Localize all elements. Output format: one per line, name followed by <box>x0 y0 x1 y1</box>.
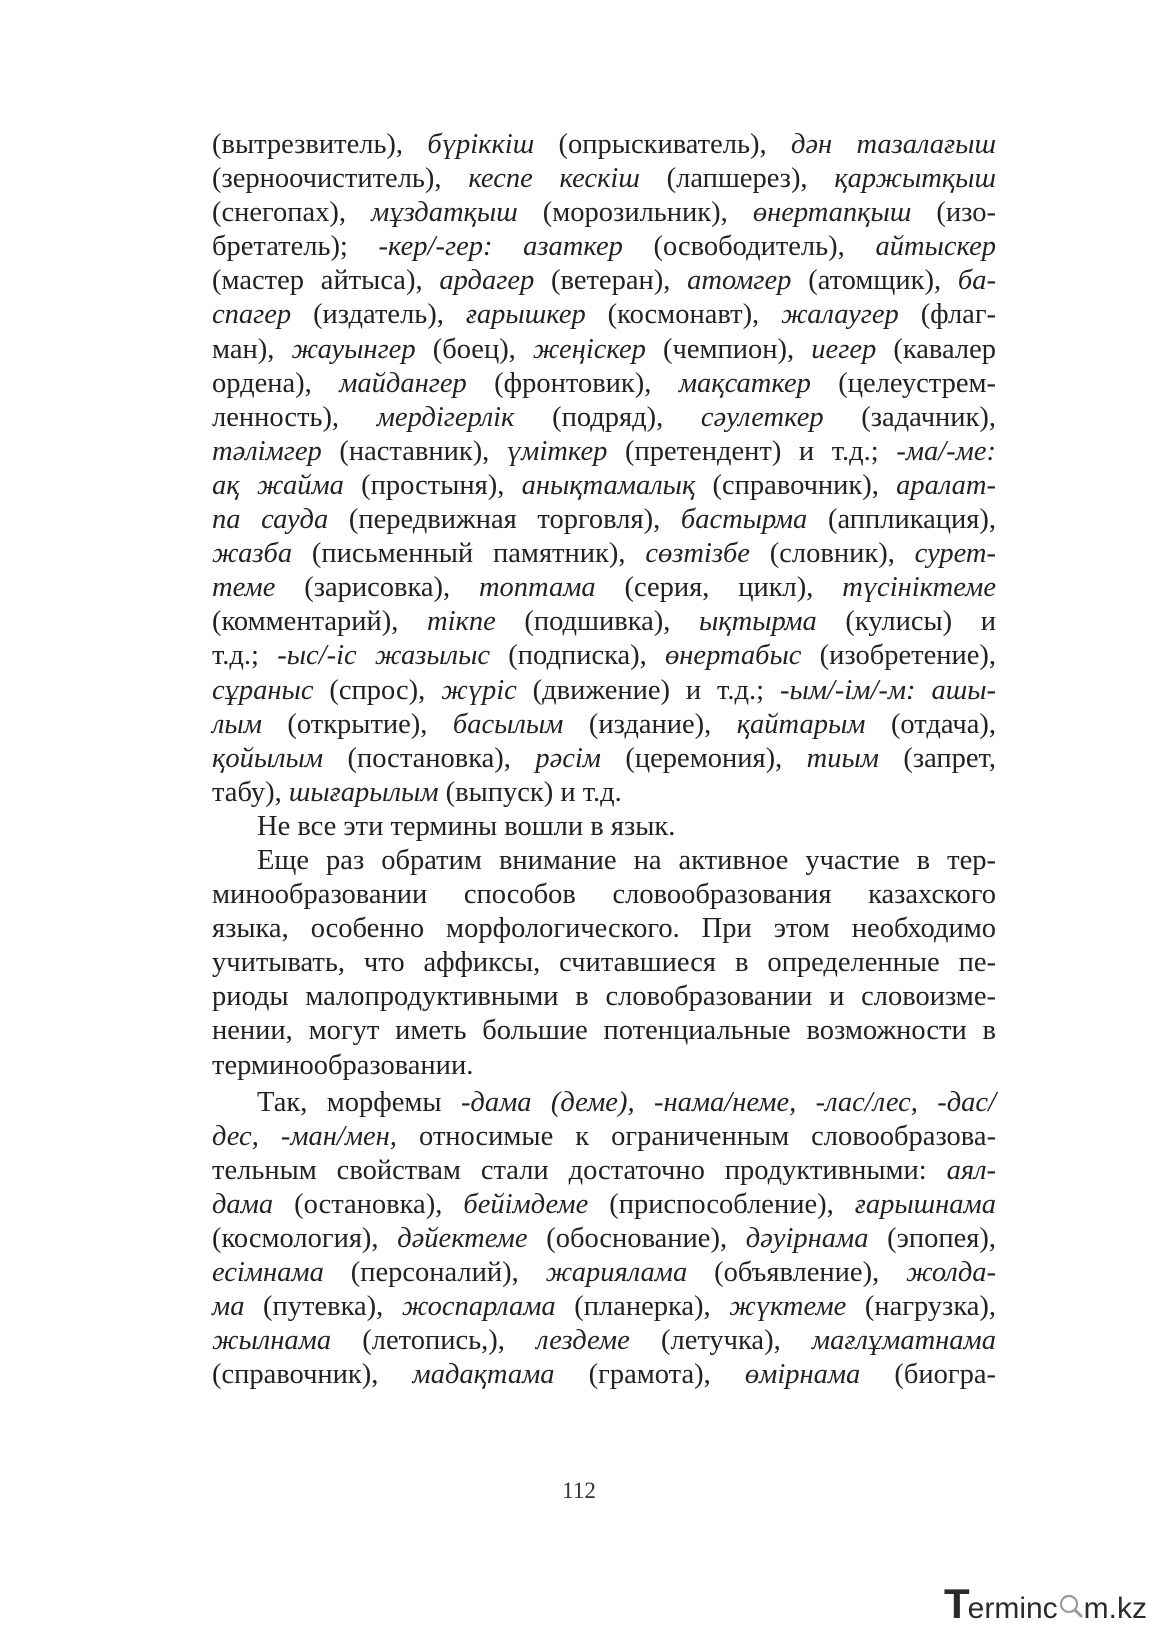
text-line: Так, морфемы -дама (деме), -нама/неме, -лас/лес, -дас/ <box>257 1086 996 1118</box>
text-line: бретатель); -кер/-гер: азаткер (освободитель), айтыскер <box>212 231 996 263</box>
text-line: минообразовании способов словообразования казахского <box>212 879 996 911</box>
text-line: есімнама (персоналий), жариялама (объявление), жолда- <box>212 1257 996 1289</box>
termincom-logo[interactable] <box>944 1580 1147 1627</box>
text-line: учитывать, что аффиксы, считавшиеся в определенные пе- <box>212 947 996 979</box>
text-line: (справочник), мадақтама (грамота), өмірнама (биогра- <box>212 1359 997 1391</box>
text-line: сұраныс (спрос), жүріс (движение) и т.д.; -ым/-ім/-м: ашы- <box>212 674 997 706</box>
text-line: лым (открытие), басылым (издание), қайтарым (отдача), <box>212 708 996 740</box>
text-line: терминообразовании. <box>212 1049 474 1081</box>
text-line: (вытрезвитель), бүріккіш (опрыскиватель), дән тазалағыш <box>212 129 996 160</box>
page-text <box>212 128 996 1392</box>
logo-letter-t: T <box>944 1580 970 1627</box>
logo-text-end: m.kz <box>1083 1592 1147 1625</box>
text-line: Не все эти термины вошли в язык. <box>257 810 676 842</box>
text-line: (снегопах), мұздатқыш (морозильник), өнертапқыш (изо- <box>212 197 996 229</box>
text-line: тельным свойствам стали достаточно продуктивными: аял- <box>212 1154 996 1186</box>
text-line: ордена), майдангер (фронтовик), мақсаткер (целеустрем- <box>212 367 996 399</box>
text-line: ман), жауынгер (боец), жеңіскер (чемпион), иегер (кавалер <box>212 333 996 365</box>
text-line: (комментарий), тікпе (подшивка), ықтырма (кулисы) и <box>212 606 996 638</box>
text-line: табу), шығарылым (выпуск) и т.д. <box>212 776 622 808</box>
text-line: ма (путевка), жоспарлама (планерка), жүктеме (нагрузка), <box>212 1291 997 1323</box>
page-number: 112 <box>562 1478 596 1503</box>
text-line: (мастер айтыса), ардагер (ветеран), атомгер (атомщик), ба- <box>212 265 996 297</box>
text-line: нении, могут иметь большие потенциальные возможности в <box>212 1015 996 1047</box>
text-line: ленность), мердігерлік (подряд), сәулеткер (задачник), <box>212 401 996 433</box>
text-line: па сауда (передвижная торговля), бастырма (аппликация), <box>212 504 996 536</box>
text-line: дес, -ман/мен, относимые к ограниченным словообразова- <box>212 1120 997 1152</box>
text-line: риоды малопродуктивными в словобразовании и словоизме- <box>212 981 996 1013</box>
text-line: языка, особенно морфологического. При этом необходимо <box>212 913 996 945</box>
text-line: Еще раз обратим внимание на активное участие в тер- <box>257 844 996 876</box>
text-line: (зерноочиститель), кеспе кескіш (лапшерез), қаржытқыш <box>212 163 996 195</box>
text-line: қойылым (постановка), рәсім (церемония), тиым (запрет, <box>212 742 996 774</box>
text-line: (космология), дәйектеме (обоснование), дәуірнама (эпопея), <box>212 1223 996 1254</box>
text-line: дама (остановка), бейімдеме (приспособление), ғарышнама <box>212 1188 996 1220</box>
logo-text-start: erminc <box>967 1592 1058 1625</box>
text-line: теме (зарисовка), топтама (серия, цикл), түсініктеме <box>212 572 996 604</box>
text-line: ақ жайма (простыня), анықтамалық (справочник), аралат- <box>212 469 996 501</box>
text-line: т.д.; -ыс/-іс жазылыс (подписка), өнертабыс (изобретение), <box>212 640 997 672</box>
text-line: спагер (издатель), ғарышкер (космонавт), жалаугер (флаг- <box>212 299 996 331</box>
text-line: жылнама (летопись,), лездеме (летучка), мағлұматнама <box>212 1325 996 1357</box>
text-line: тәлімгер (наставник), үміткер (претендент) и т.д.; -ма/-ме: <box>212 435 996 467</box>
magnifier-icon <box>1058 1590 1084 1631</box>
text-line: жазба (письменный памятник), сөзтізбе (словник), сурет- <box>212 538 996 570</box>
